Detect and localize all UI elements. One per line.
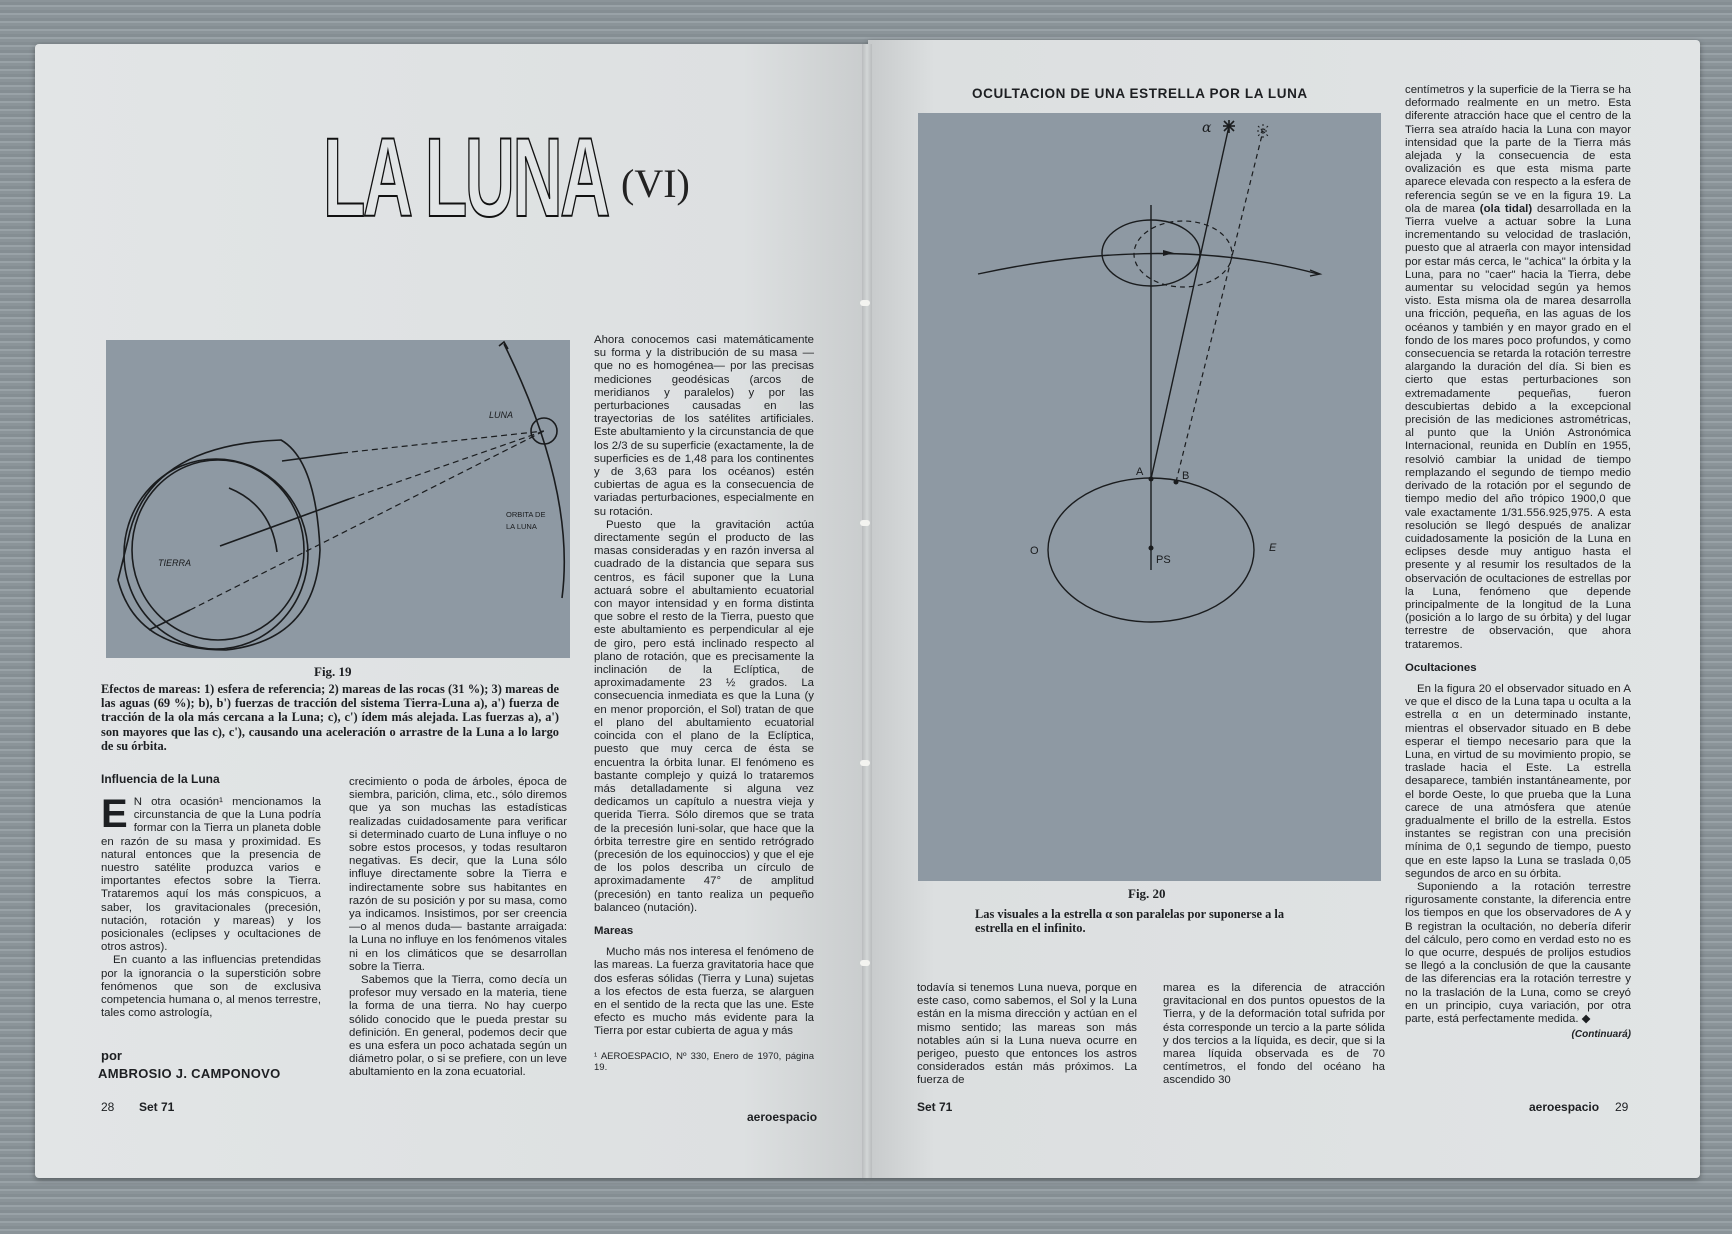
star-alpha-icon xyxy=(1223,120,1235,133)
label-tierra: TIERRA xyxy=(158,558,192,568)
right-column-c xyxy=(1405,84,1631,1041)
issue-left: Set 71 xyxy=(139,1100,175,1114)
left-column-1 xyxy=(101,792,321,1020)
force-b-vector xyxy=(220,499,349,546)
label-orbita-1: ORBITA DE xyxy=(506,510,546,519)
page-number-right: 29 xyxy=(1615,1100,1629,1114)
col-c-paragraph-3: Suponiendo a la rotación terrestre rigurosamente constante, la diferencia entre los tiempos en que los observadores de A y B registran la ocultación, no debería diferir del cálculo, pero como en verdad esto no es lo que ocurre, después de prolijos estudios se llegó a la conclusión de que la causante de las diferencias era la rotación terrestre y no la traslación de la Luna, como se creyó en un principio, cuya variación, por otra parte, está perfectamente medida. ◆ xyxy=(1405,880,1631,1026)
label-ps: PS xyxy=(1156,554,1171,566)
moon-orbit-path xyxy=(978,254,1318,275)
magazine-name-left: aeroespacio xyxy=(747,1110,818,1124)
section-heading-ocultaciones: Ocultaciones xyxy=(1405,661,1477,674)
label-e-east: E xyxy=(1269,542,1277,554)
col3-paragraph-1: Ahora conocemos casi matemáticamente su forma y la distribución de su masa —que no es homogénea— por las precisas mediciones geodésicas (arcos de meridianos y paralelos) y por las perturbaciones causadas en las trayectorias de los satélites artificiales. Este abultamiento y la circunstancia de que los 2/3 de su superficie (exactamente, la de superficies es de 1,48 para los continentes y de 3,63 para los océanos) estén cubiertas de agua es la consecuencia de variadas perturbaciones, especialmente en su rotación. xyxy=(594,334,814,518)
section-heading-influencia: Influencia de la Luna xyxy=(101,772,220,786)
figure-19-diagram xyxy=(106,340,570,658)
issue-right: Set 71 xyxy=(917,1100,953,1114)
binding-staple xyxy=(860,300,870,306)
author-name: AMBROSIO J. CAMPONOVO xyxy=(98,1066,281,1081)
col2-paragraph-1: crecimiento o poda de árboles, época de siembra, parición, clima, etc., sólo diremos que ya son muchas las estadísticas realizadas cuidadosamente para verificar si determinado cuarto de Luna influye o no sobre estos procesos, y todas resultaron negativas. Es decir, que la Luna sólo influye directamente sobre la Tierra e indirectamente sobre sus habitantes en razón de su posición y por su masa, como ya indicamos. Insistimos, por ser creencia —o al menos duda— bastante arraigada: la Luna no influye en los fenómenos vitales ni en los climáticos que se desarrollan sobre la Tierra. xyxy=(349,776,567,973)
earth-reference-sphere xyxy=(132,460,304,640)
col3-paragraph-3: Mucho más nos interesa el fenómeno de las mareas. La fuerza gravitatoria hace que dos esferas sólidas (Tierra y Luna) sujetas a los efectos de esta fuerza, se alarguen en el sentido de la recta que las une. Este efecto es mucho más evidente para la Tierra por estar cubierta de agua y más xyxy=(594,946,814,1038)
left-column-3 xyxy=(594,334,814,1073)
col1-paragraph-2: En cuanto a las influencias pretendidas por la ignorancia o la superstición sobre fenómenos que son de exclusiva competencia humana o, al menos terrestre, tales como astrología, xyxy=(101,954,321,1020)
col1-paragraph-1: N otra ocasión¹ mencionamos la circunstancia de que la Luna podría formar con la Tierra un planeta doble en razón de su masa y proximidad. Es natural entonces que la presencia de nuestro satélite produzca varios e importantes efectos sobre la Tierra. Trataremos aquí los más conspicuos, a saber, los gravitacionales (precesión, nutación, rotación y mareas) y los posicionales (eclipses y ocultaciones de otros astros). xyxy=(101,796,321,954)
magazine-name-right: aeroespacio xyxy=(1529,1100,1600,1114)
figure20-title: OCULTACION DE UNA ESTRELLA POR LA LUNA xyxy=(972,86,1308,101)
footnote: ¹ AEROESPACIO, Nº 330, Enero de 1970, página 19. xyxy=(594,1050,814,1073)
ola-tidal-term: (ola tidal) xyxy=(1479,202,1533,215)
article-title: LA LUNA xyxy=(323,115,608,240)
label-a: A xyxy=(1136,466,1144,478)
star-apparent-icon xyxy=(1257,124,1269,138)
figure-20 xyxy=(918,113,1381,881)
label-o-west: O xyxy=(1030,545,1039,557)
force-c-vector xyxy=(149,610,190,630)
binding-spine xyxy=(862,44,872,1178)
binding-staple xyxy=(860,760,870,766)
col3-paragraph-2: Puesto que la gravitación actúa directamente según el producto de las masas consideradas y en razón inversa al cuadrado de la distancia que separa sus centros, es fácil suponer que la Luna actuará sobre el abultamiento ecuatorial con mayor intensidad y en forma distinta que sobre el resto de la Tierra, puesto que este abultamiento es perpendicular al eje de giro, pero está inclinado respecto al plano de rotación, que es precisamente la inclinación de la Eclíptica, de aproximadamente 23 ½ grados. La consecuencia inmediata es que la Luna (y en menor proporción, el Sol) tratan de que el plano del abultamiento ecuatorial coincida con el plano de la Eclíptica, puesto que muy cerca de ésta se encuentra la órbita lunar. El fenómeno es bastante complejo y quizá lo trataremos más detalladamente si alguna vez dedicamos un capítulo a nuestra vieja y querida Tierra. Sólo diremos que se trata de la precesión luni-solar, que hace que la órbita terrestre gire en sentido retrógrado (precesión de los equinoccios) y que el eje de los polos describa un círculo de aproximadamente 47° de amplitud (precesión) en tanto realiza un pequeño balanceo (nutación). xyxy=(594,518,814,914)
fig20-caption: Las visuales a la estrella α son paralelas por suponerse a la estrella en el infinito. xyxy=(975,907,1285,936)
continued-note: (Continuará) xyxy=(1571,1029,1631,1041)
figure-20-diagram xyxy=(918,113,1381,881)
fig20-caption-title: Fig. 20 xyxy=(1128,886,1166,901)
moon-orbit-arc xyxy=(504,344,564,598)
col-c-paragraph-1-rest: desarrollada en la Tierra vuelve a actuar sobre la Luna incrementando su velocidad de traslación, puesto que al atraerla con mayor intensidad por estar más cerca, le "achica" la órbita y la Luna, para no "caer" hacia la Tierra, debe aumentar su velocidad según ya hemos visto. Esta misma ola de marea desarrolla una fricción, pequeña, en las aguas de los océanos y también y en mayor grado en el fondo de los mares poco profundos, y como consecuencia se retarda la rotación terrestre alargando la duración del día. Si bien es cierto que estas perturbaciones son extremadamente pequeñas, fueron descubiertas debido a la excepcional precisión de las mediciones astrométricas, al punto que la Unión Astronómica Internacional, reunida en Dublín en 1955, resolvió cambiar la unidad de tiempo remplazando el segundo de tiempo medio derivado de la rotación por el segundo de tiempo medio del año trópico 1900,0 que vale exactamente 1/31.556.925,975. A esta resolución se llegó después de analizar cuidadosamente la posición de la Luna en eclipses desde muy antiguo hasta el presente y al resumir los resultados de la observación de ocultaciones de estrellas por la Luna, fenómeno que depende principalmente de la longitud de la Luna (posición a lo largo de su órbita) y del lugar terrestre de observación, que ahora trataremos. xyxy=(1405,202,1631,651)
label-orbita-2: LA LUNA xyxy=(506,522,537,531)
col-b-paragraph: marea es la diferencia de atracción gravitacional en dos puntos opuestos de la Tierra, y de la deformación total sufrida por ésta corresponde un tercio a la parte sólida y dos tercios a la líquida, es decir, que si la marea líquida observada es de 70 centímetros, el fondo del océano ha ascendido 30 xyxy=(1163,982,1385,1087)
label-alpha: α xyxy=(1202,120,1212,136)
page-number-left: 28 xyxy=(101,1100,115,1114)
col-a-paragraph: todavía si tenemos Luna nueva, porque en este caso, como sabemos, el Sol y la Luna están en la misma dirección y actúan en el mismo sentido; las mareas son más notables aún si la Luna nueva ocurre en perigeo, puesto que entonces los astros considerados están más próximos. La fuerza de xyxy=(917,982,1137,1087)
author-prefix: por xyxy=(101,1048,122,1063)
section-heading-mareas: Mareas xyxy=(594,924,634,937)
fig19-caption-title: Fig. 19 xyxy=(314,664,352,679)
label-luna: LUNA xyxy=(489,410,514,420)
point-ps xyxy=(1149,546,1154,551)
binding-staple xyxy=(860,960,870,966)
point-b xyxy=(1174,480,1179,485)
article-volume: (VI) xyxy=(621,161,690,206)
right-column-b xyxy=(1163,982,1385,1088)
moon-arrow-icon xyxy=(1163,250,1174,256)
left-column-2 xyxy=(349,776,567,1080)
col2-paragraph-2: Sabemos que la Tierra, como decía un profesor muy versado en la materia, tiene la forma de una tierra. No hay cuerpo sólido conocido que le pueda prestar su definición. En general, podemos decir que es una esfera un poco achatada según un diámetro polar, o si se prefiere, con un leve abultamiento en la zona ecuatorial. xyxy=(349,974,567,1079)
drop-cap: E xyxy=(101,792,128,836)
fig19-caption: Efectos de mareas: 1) esfera de referencia; 2) mareas de las rocas (31 %); 3) mareas de las aguas (69 %); b), b') fuerzas de tracción del sistema Tierra-Luna a), a') fuerza de tracción de la ola más cercana a la Luna; c), c') ídem más alejada. Las fuerzas a), a') son mayores que las c), c'), causando una aceleración o arrastre de la Luna a lo largo de su órbita. xyxy=(101,682,559,753)
right-column-a xyxy=(917,982,1137,1088)
rotation-arc xyxy=(229,488,277,552)
col-c-paragraph-2: En la figura 20 el observador situado en A ve que el disco de la Luna tapa u oculta a la estrella α en un determinado instante, mientras el observador situado en B debe esperar el tiempo necesario para que la Luna, en virtud de su movimiento propio, se traslade hacia el Este. La estrella desaparece, también instantáneamente, por el borde Oeste, lo que prueba que la Luna carece de una atmósfera que atenúe gradualmente el brillo de la estrella. Estos instantes se registran con una precisión mínima de 0,1 segundo de tiempo, puesto que en este lapso la Luna se traslada 0,05 segundos de arco en su órbita. xyxy=(1405,682,1631,880)
force-a-vector xyxy=(282,453,342,461)
figure-19 xyxy=(106,340,570,658)
line-c-to-moon xyxy=(190,431,544,610)
binding-staple xyxy=(860,520,870,526)
orbit-arrow-head xyxy=(499,342,508,349)
label-b: B xyxy=(1182,470,1190,482)
col-c-paragraph-1: centímetros y la superficie de la Tierra se ha deformado realmente en un metro. Esta diferente atracción hace que el centro de la Tierra sea atraído hacia la Luna con mayor intensidad que la parte de la Tierra más alejada y la consecuencia de esta ovalización es que esta misma parte aparece elevada con respecto a la esfera de referencia según se ve en la figura 19. La ola de marea xyxy=(1405,84,1631,215)
point-a xyxy=(1149,477,1154,482)
